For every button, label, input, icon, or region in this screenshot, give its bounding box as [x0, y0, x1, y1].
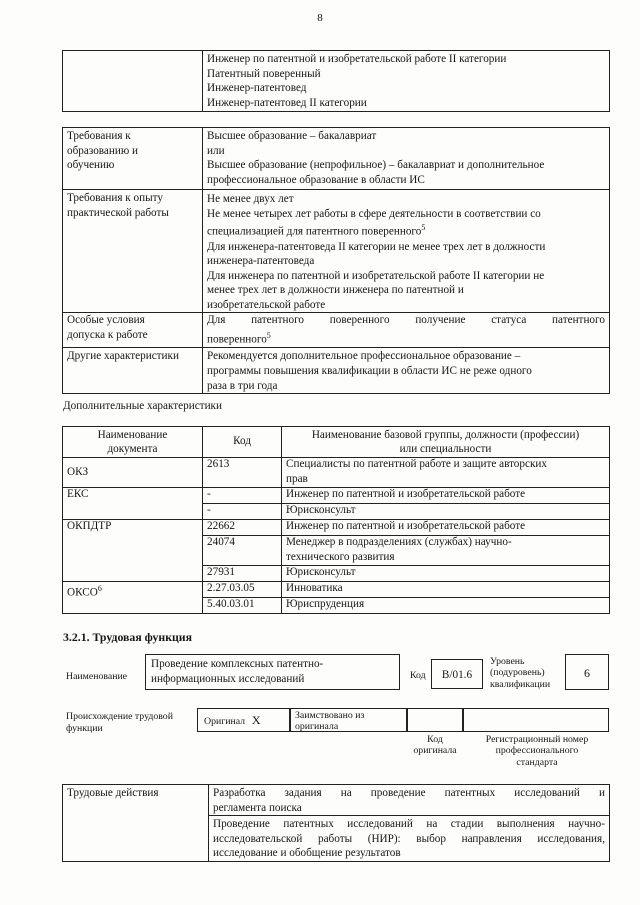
table-row: [63, 520, 610, 536]
experience-label: Требования к опыту практической работы: [63, 190, 203, 313]
function-code-box: B/01.6: [431, 659, 483, 689]
job-titles-continuation-table: [62, 50, 610, 112]
registration-number-box: [463, 708, 609, 732]
code-cell: 2.27.03.05: [203, 582, 282, 598]
other-characteristics-value: Рекомендуется дополнительное профессиональное образование – программы повышения квалификации в области ИС не реже одного раза в три года: [203, 348, 610, 394]
header-code: Код: [203, 427, 282, 458]
header-name: Наименование базовой группы, должности (профессии) или специальности: [282, 427, 610, 458]
code-label: Код: [410, 670, 426, 681]
labour-actions-label: Трудовые действия: [63, 785, 209, 862]
name-label: Наименование: [66, 671, 128, 682]
table-row: [63, 488, 610, 504]
other-characteristics-label: Другие характеристики: [63, 348, 203, 394]
additional-characteristics-caption: Дополнительные характеристики: [63, 400, 222, 412]
education-value: Высшее образование – бакалавриат или Высшее образование (непрофильное) – бакалавриат и дополнительное профессиональное образование в области ИС: [203, 128, 610, 190]
labour-action-item: Разработка задания на проведение патентных исследований и регламента поиска: [209, 785, 610, 816]
name-cell: Специалисты по патентной работе и защите авторских прав: [282, 458, 610, 488]
table-row: [63, 458, 610, 488]
name-cell: Менеджер в подразделениях (службах) научно- технического развития: [282, 536, 610, 566]
doc-okz: ОКЗ: [63, 458, 203, 488]
table-row: [63, 582, 610, 598]
function-name-box: Проведение комплексных патентно- информационных исследований: [145, 654, 400, 690]
name-cell: Инженер по патентной и изобретательской работе: [282, 488, 610, 504]
code-cell: 24074: [203, 536, 282, 566]
job-title-item: Инженер-патентовед II категории: [207, 96, 367, 109]
education-label: Требования к образованию и обучению: [63, 128, 203, 190]
labour-action-item: Проведение патентных исследований на стадии выполнения научно- исследовательской работы (НИР): выбор направления исследования, исследование и обобщение результатов: [209, 816, 610, 862]
registration-number-caption: Регистрационный номер профессионального стандарта: [485, 734, 589, 768]
origin-label: Происхождение трудовой функции: [66, 711, 173, 734]
doc-okpdtr: ОКПДТР: [63, 520, 203, 582]
doc-okso: ОКСО$^6$: [63, 582, 203, 614]
section-heading: 3.2.1. Трудовая функция: [63, 630, 192, 644]
header-document: Наименование документа: [63, 427, 203, 458]
qualification-level-box: 6: [565, 654, 609, 690]
origin-original-box: [197, 708, 290, 732]
original-mark: X: [251, 713, 261, 727]
original-label: Оригинал: [204, 716, 246, 727]
additional-characteristics-table: [62, 426, 610, 614]
job-title-item: Патентный поверенный: [207, 67, 321, 80]
empty-label-cell: [63, 51, 203, 112]
borrowed-box: Заимствовано из оригинала: [290, 708, 407, 732]
code-cell: -: [203, 504, 282, 520]
job-title-item: Инженер-патентовед: [207, 82, 307, 95]
special-conditions-label: Особые условия допуска к работе: [63, 313, 203, 348]
requirements-table: [62, 127, 610, 394]
footnote-mark: 5: [266, 331, 271, 341]
code-cell: 2613: [203, 458, 282, 488]
name-cell: Инноватика: [282, 582, 610, 598]
job-titles-list: [203, 51, 610, 112]
job-title-item: Инженер по патентной и изобретательской работе II категории: [207, 53, 507, 65]
name-cell: Юрисконсульт: [282, 504, 610, 520]
name-cell: Юрисконсульт: [282, 566, 610, 582]
level-label: Уровень (подуровень) квалификации: [490, 656, 551, 690]
code-cell: 5.40.03.01: [203, 598, 282, 614]
labour-actions-table: [62, 784, 610, 862]
experience-value: Не менее двух лет Не менее четырех лет работы в сфере деятельности в соответствии со специализацией для патентного поверенного$^5$ Для инженера-патентоведа II категории не менее трех лет в должности инженера-патентоведа Для инженера по патентной и изобретательской работе II категории не менее трех лет в должности инженера по патентной и изобретательской работе: [203, 190, 610, 313]
code-cell: -: [203, 488, 282, 504]
original-code-box: [407, 708, 463, 732]
name-cell: Инженер по патентной и изобретательской работе: [282, 520, 610, 536]
code-cell: 27931: [203, 566, 282, 582]
footnote-mark: 6: [97, 584, 102, 593]
name-cell: Юриспруденция: [282, 598, 610, 614]
original-code-caption: Код оригинала: [413, 734, 457, 757]
page-number: 8: [317, 12, 323, 24]
code-cell: 22662: [203, 520, 282, 536]
footnote-mark: 5: [421, 223, 426, 233]
doc-eks: ЕКС: [63, 488, 203, 520]
special-conditions-value: Для патентного поверенного получение статуса патентного поверенного$^5$: [203, 313, 610, 348]
